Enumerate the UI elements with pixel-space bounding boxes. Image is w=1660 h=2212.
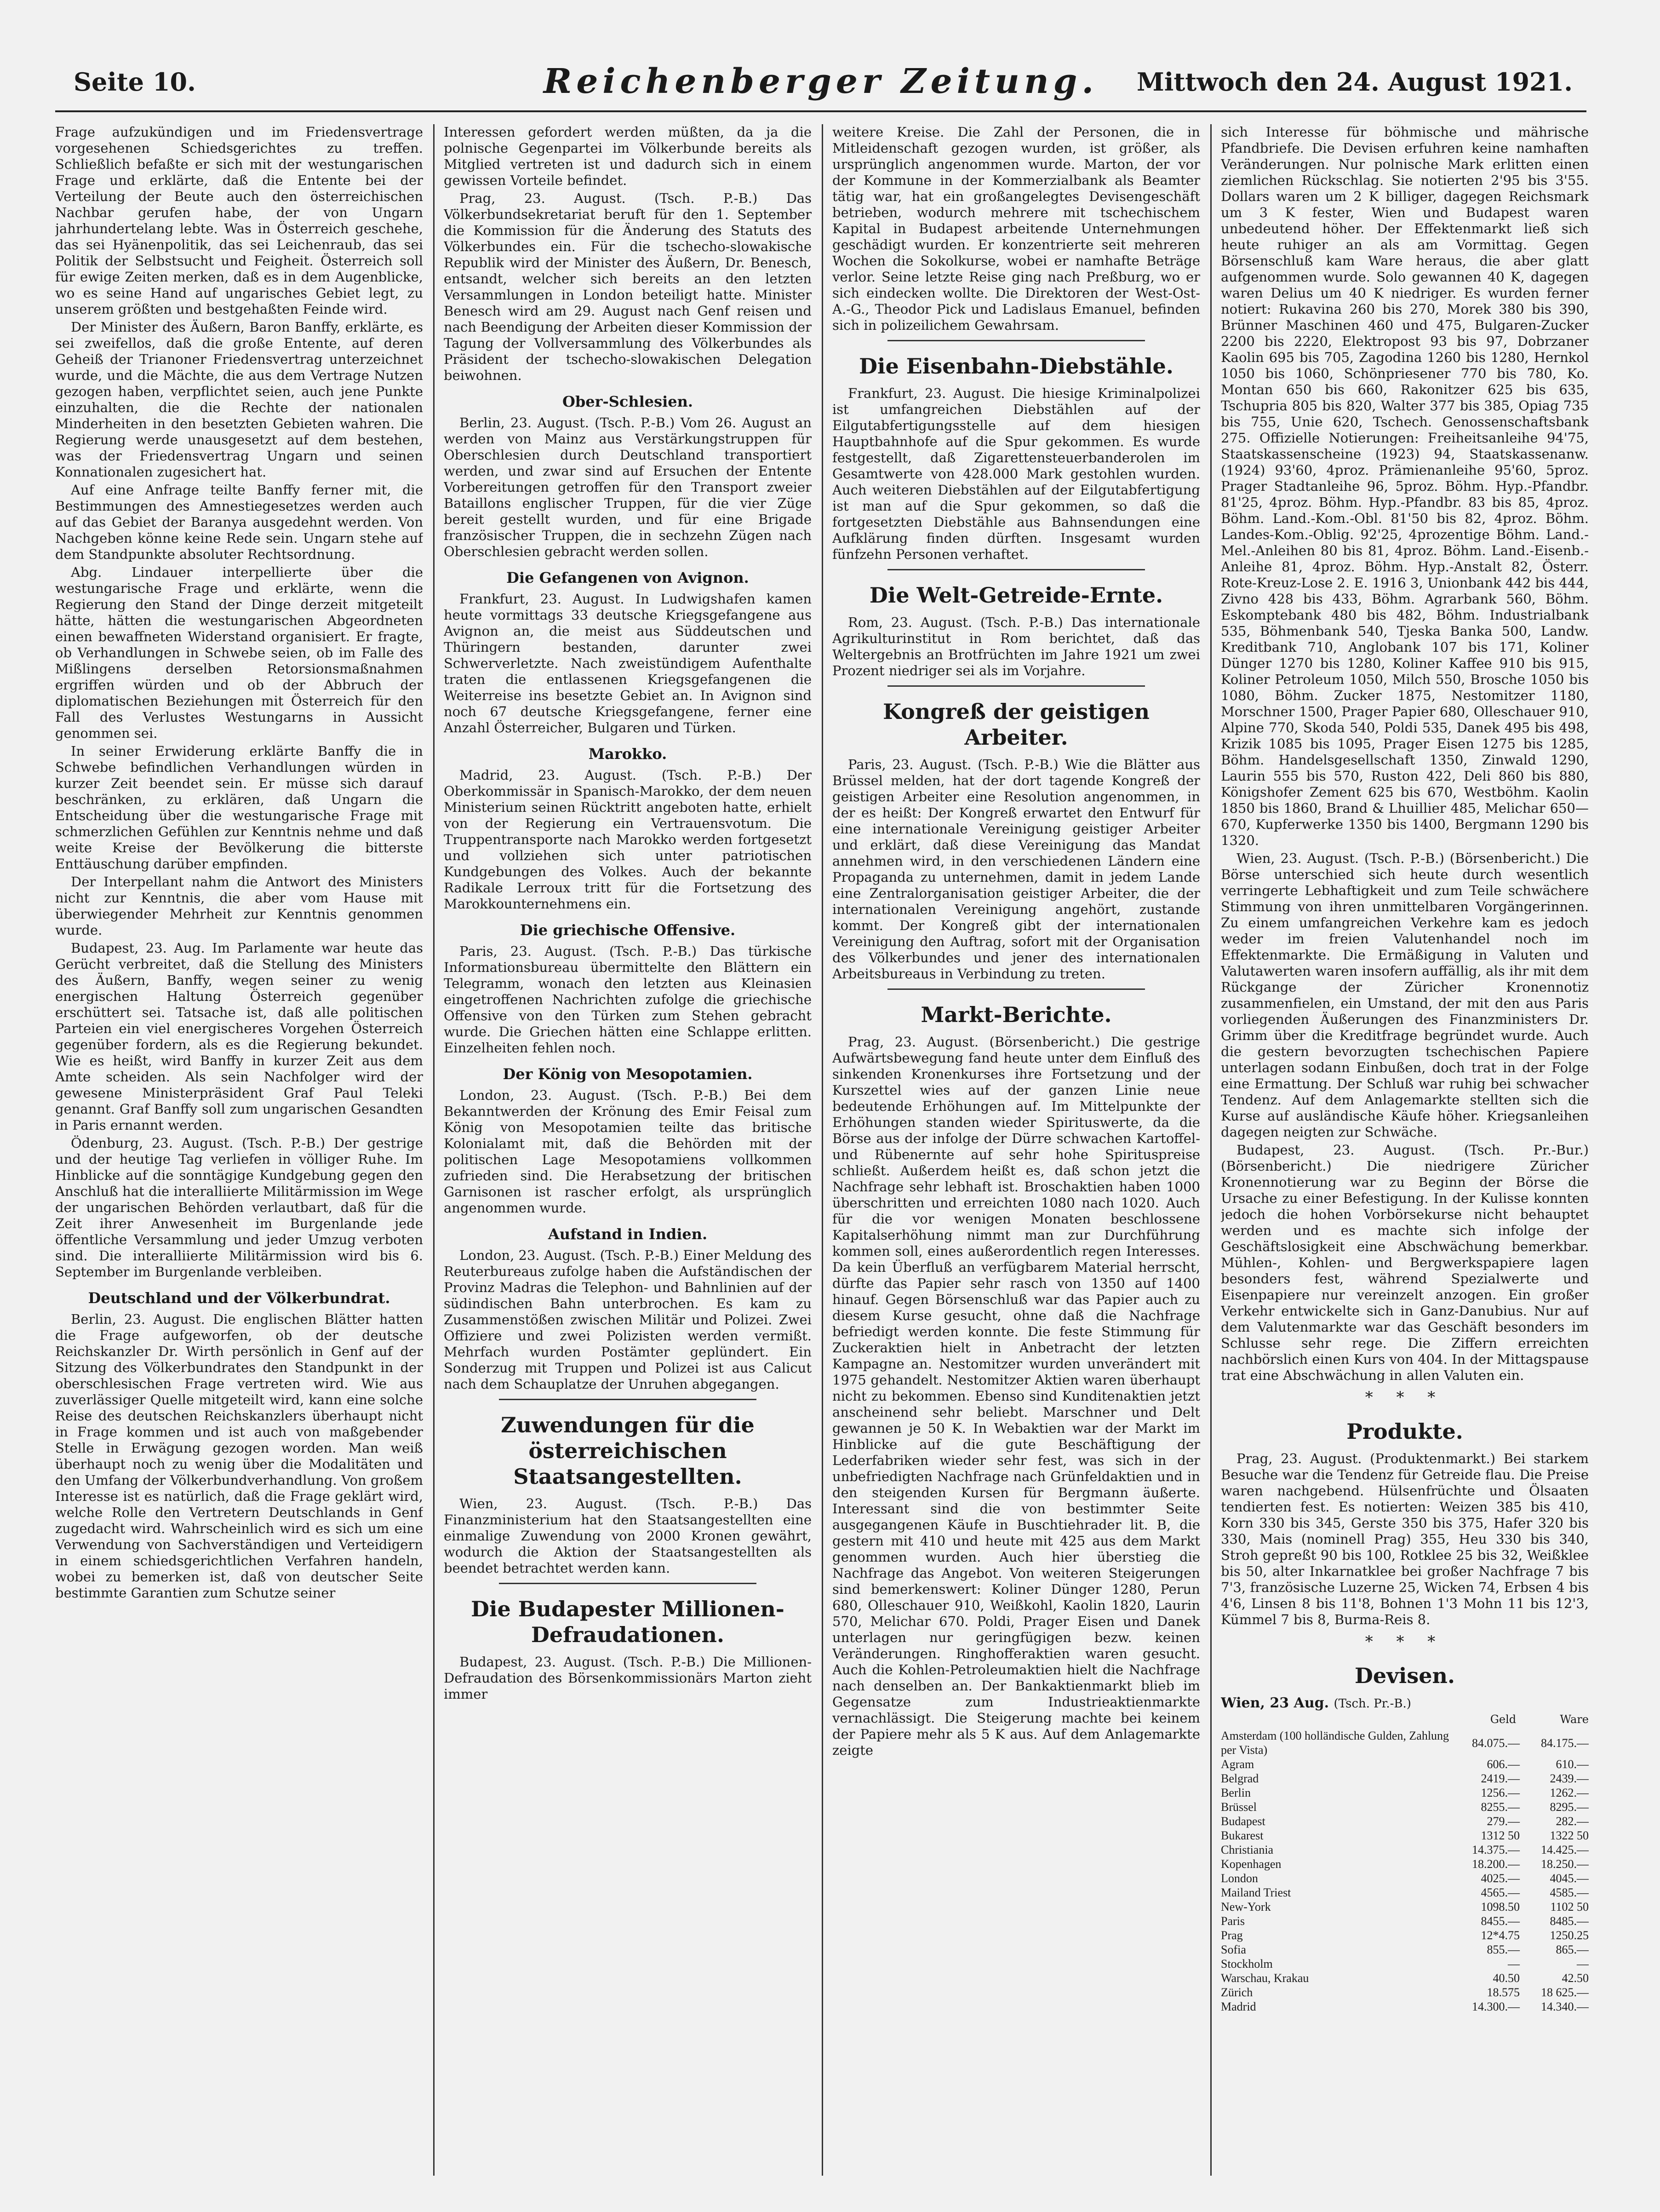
exchange-rates-columns <box>1221 1713 1589 1726</box>
column-3 <box>832 124 1200 2176</box>
article-paragraph: London, 23. August. (Tsch. P.-B.) Einer Meldung des Reuterbureaus zufolge haben die Aufständischen der Provinz Madras die Telephon- und Bahnlinien auf der südindischen Bahn unterbrochen. Es kam zu Zusammenstößen zwischen Militär und Polizei. Zwei Offiziere und zwei Polizisten werden vermißt. Mehrfach wurden Postämter geplündert. Ein Sonderzug mit Truppen und Polizei ist aus Calicut nach dem Schauplatze der Unruhen abgegangen. <box>444 1247 812 1392</box>
exchange-rate-row <box>1221 1843 1589 1857</box>
article-paragraph: London, 23. August. (Tsch. P.-B.) Bei dem Bekanntwerden der Krönung des Emir Feisal zum König von Mesopotamien teilte das britische Kolonialamt mit, daß die Behörden mit der politischen Lage Mesopotamiens vollkommen zufrieden sind. Die Herabsetzung der britischen Garnisonen ist rascher erfolgt, als ursprünglich angenommen wurde. <box>444 1087 812 1216</box>
exchange-rates-block <box>1221 1695 1589 2014</box>
exchange-rate-row <box>1221 1900 1589 1914</box>
exchange-rate-row <box>1221 1800 1589 1814</box>
headline-rule <box>887 988 1145 990</box>
rate-ware: 18 625.— <box>1541 1986 1589 1999</box>
exchange-rate-row <box>1221 1786 1589 1800</box>
currency-name: Stockholm <box>1221 1957 1273 1971</box>
article-paragraph: Der Minister des Äußern, Baron Banffy, erklärte, es sei zweifellos, daß die große Entente, auf deren Geheiß der Trianoner Friedensvertrag unterzeichnet wurde, und die Mächte, die aus dem Vertrage Nutzen gezogen haben, verpflichtet seien, auch jene Punkte einzuhalten, die die Rechte der nationalen Minderheiten in den besetzten Gebieten wahren. Die Regierung werde unausgesetzt auf dem bestehen, was der Friedensvertrag Ungarn und seinen Konnationalen zugesichert hat. <box>55 319 423 480</box>
exchange-rates-title: Wien, 23 Aug. <box>1221 1695 1329 1711</box>
rate-ware: 865.— <box>1556 1943 1589 1956</box>
article-paragraph: Budapest, 23. August. (Tsch. Pr.-Bur.) (Börsenbericht.) Die niedrigere Züricher Kronennotierung war zu Beginn der Börse die Ursache zu einer Befestigung. In der Kulisse konnten jedoch die hohen Vorbörsekurse nicht behauptet werden und es machte sich infolge der Geschäftslosigkeit eine Abschwächung bemerkbar. Mühlen-, Kohlen- und Bergwerkspapiere lagen besonders fest, während Spezialwerte und Eisenpapiere nur vereinzelt anzogen. Ein großer Verkehr entwickelte sich in Ganz-Danubius. Nur auf dem Valutenmarkte war das Geschäft besonders im Schlusse sehr rege. Die Ziffern erreichten nachbörslich einen Kurs von 404. In der Mittagspause trat eine Abschwächung in allen Valuten ein. <box>1221 1142 1589 1383</box>
article-paragraph: Paris, 23. August. (Tsch. P.-B.) Das türkische Informationsbureau übermittelte den Blättern ein Telegramm, wonach den letzten aus Kleinasien eingetroffenen Nachrichten zufolge die griechische Offensive von den Türken zum Stehen gebracht wurde. Die Griechen hätten eine Schlappe erlitten. Einzelheiten fehlen noch. <box>444 943 812 1056</box>
headline-rule <box>887 569 1145 570</box>
currency-name: Sofia <box>1221 1943 1246 1956</box>
article-paragraph: Interessen gefordert werden müßten, da ja die polnische Gegenpartei im Völkerbunde bereits als Mitglied vertreten ist und dadurch sich in einem gewissen Vorteile befindet. <box>444 124 812 188</box>
rate-geld: 84.075.— <box>1472 1736 1520 1750</box>
article-paragraph: Budapest, 23. Aug. Im Parlamente war heute das Gerücht verbreitet, daß die Stellung des Ministers des Äußern, Banffy, wegen seiner zu wenig energischen Haltung Österreich gegenüber erschüttert sei. Tatsache ist, daß alle politischen Parteien ein viel energischeres Vorgehen Österreich gegenüber fordern, als es die Regierung bekundet. Wie es heißt, wird Banffy in kurzer Zeit aus dem Amte scheiden. Als sein Nachfolger wird der gewesene Ministerpräsident Graf Paul Teleki genannt. Graf Banffy soll zum ungarischen Gesandten in Paris ernannt werden. <box>55 940 423 1133</box>
exchange-rate-row <box>1221 1999 1589 2014</box>
currency-name: Bukarest <box>1221 1829 1264 1842</box>
currency-name: Prag <box>1221 1929 1243 1942</box>
article-paragraph: Paris, 23. August. (Tsch. P.-B.) Wie die Blätter aus Brüssel melden, hat der dort tagende Kongreß der geistigen Arbeiter eine Resolution angenommen, in der es heißt: Der Kongreß erwartet den Entwurf für eine internationale Vereinigung geistiger Arbeiter und erklärt, daß diese Vereinigung das Mandat annehmen wird, in den verschiedenen Ländern eine Propaganda zu unternehmen, damit in jedem Lande eine Zentralorganisation geistiger Arbeiter, die der internationalen Vereinigung angehört, zustande kommt. Der Kongreß gibt der internationalen Vereinigung den Auftrag, sofort mit der Organisation des Völkerbundes und jener des internationalen Arbeitsbureaus in Verbindung zu treten. <box>832 757 1200 982</box>
article-paragraph: Abg. Lindauer interpellierte über die westungarische Frage und erklärte, wenn die Regierung den Stand der Dinge derzeit mitgeteilt hätte, hätten die westungarischen Abgeordneten einen bewaffneten Widerstand organisiert. Er fragte, ob Verhandlungen in Schwebe seien, ob im Falle des Mißlingens derselben Retorsionsmaßnahmen ergriffen würden und ob der Abbruch der diplomatischen Beziehungen mit Österreich für den Fall des Verlustes Westungarns in Aussicht genommen sei. <box>55 564 423 741</box>
exchange-rates-table <box>1221 1729 1589 2014</box>
currency-name: Paris <box>1221 1914 1245 1928</box>
article-paragraph: Prag, 23. August. (Produktenmarkt.) Bei starkem Besuche war die Tendenz für Getreide flau. Die Preise waren nachgebend. Hülsenfrüchte und Ölsaaten tendierten fest. Es notierten: Weizen 385 bis 410, Korn 330 bis 345, Gerste 350 bis 375, Hafer 320 bis 330, Mais (nominell Prag) 355, Heu 330 bis 340, Stroh gepreßt 90 bis 100, Rotklee 25 bis 32, Weißklee bis 50, alter Inkarnatklee bei großer Nachfrage 7 bis 7'3, französische Luzerne 25, Wicken 74, Erbsen 4 bis 4'6, Linsen 8 bis 11'8, Bohnen 1'3 Mohn 11 bis 12'3, Kümmel 7 bis 8, Burma-Reis 8. <box>1221 1451 1589 1627</box>
section-subheading: Die Gefangenen von Avignon. <box>506 569 749 586</box>
rate-geld: 279.— <box>1487 1815 1520 1828</box>
column-ware: Ware <box>1560 1713 1589 1726</box>
article-headline: Zuwendungen für die österreichischen Staatsangestellten. <box>501 1413 755 1489</box>
rate-geld: 1256.— <box>1481 1786 1520 1799</box>
article-headline: Die Welt-Getreide-Ernte. <box>869 583 1163 608</box>
rate-ware: 18.250.— <box>1541 1857 1589 1871</box>
article-paragraph: Der Interpellant nahm die Antwort des Ministers nicht zur Kenntnis, die aber vom Hause mit überwiegender Mehrheit zur Kenntnis genommen wurde. <box>55 874 423 938</box>
article-headline: Produkte. <box>1346 1419 1463 1444</box>
currency-name: New-York <box>1221 1900 1271 1913</box>
article-paragraph: Rom, 23. August. (Tsch. P.-B.) Das internationale Agrikulturinstitut in Rom berichtet, daß das Weltergebnis an Brotfrüchten im Jahre 1921 um zwei Prozent niedriger sei als im Vorjahre. <box>832 615 1200 678</box>
column-rule <box>822 124 823 2176</box>
rate-geld: 14.375.— <box>1472 1843 1520 1856</box>
column-4 <box>1221 124 1589 2176</box>
rate-ware: 282.— <box>1556 1815 1589 1828</box>
article-headline: Kongreß der geistigen Arbeiter. <box>883 699 1150 750</box>
rate-geld: 855.— <box>1487 1943 1520 1956</box>
rate-ware: 8485.— <box>1550 1914 1589 1928</box>
rate-geld: 14.300.— <box>1472 2000 1520 2013</box>
article-headline: Devisen. <box>1355 1663 1455 1688</box>
exchange-rates-source: (Tsch. Pr.-B.) <box>1334 1697 1411 1711</box>
column-rule <box>1210 124 1212 2176</box>
newspaper-page <box>55 55 1589 2189</box>
section-subheading: Aufstand in Indien. <box>548 1225 708 1243</box>
column-rule <box>433 124 435 2176</box>
rate-ware: 2439.— <box>1550 1772 1589 1785</box>
article-headline: Markt-Berichte. <box>921 1002 1112 1027</box>
rate-geld: 606.— <box>1487 1758 1520 1771</box>
section-divider-stars: * * * <box>1365 1632 1445 1651</box>
rate-ware: 1250.25 <box>1550 1929 1589 1942</box>
article-paragraph: Auf eine Anfrage teilte Banffy ferner mit, die Bestimmungen des Amnestiegesetzes werden auch auf das Gebiet der Baranya ausgedehnt werden. Von Nachgeben könne keine Rede sein. Ungarn stehe auf dem Standpunkte absoluter Rechtsordnung. <box>55 482 423 562</box>
rate-geld: 18.200.— <box>1472 1857 1520 1871</box>
currency-name: Zürich <box>1221 1986 1253 1999</box>
rate-geld: 4565.— <box>1481 1886 1520 1899</box>
article-paragraph: In seiner Erwiderung erklärte Banffy die in Schwebe befindlichen Verhandlungen würden in kurzer Zeit beendet sein. Er müsse sich darauf beschränken, zu erklären, daß Ungarn die Entscheidung über die westungarische Frage mit schmerzlichen Gefühlen zur Kenntnis nehme und daß weite Kreise der Bevölkerung die bitterste Enttäuschung darüber empfinden. <box>55 743 423 872</box>
rate-ware: 14.425.— <box>1541 1843 1589 1856</box>
rate-geld: 18.575 <box>1487 1986 1520 1999</box>
section-subheading: Die griechische Offensive. <box>520 921 736 939</box>
article-paragraph: Prag, 23. August. (Tsch. P.-B.) Das Völkerbundsekretariat beruft für den 1. September die Kommission für die Änderung des Statuts des Völkerbundes ein. Für die tschecho-slowakische Republik wird der Minister des Äußern, Dr. Benesch, entsandt, welcher sich bereits an den letzten Versammlungen in London beteiligt hatte. Minister Benesch wird am 29. August nach Genf reisen und nach Beendigung der Arbeiten dieser Kommission der Tagung der Vollversammlung des Völkerbundes als Präsident der tschecho-slowakischen Delegation beiwohnen. <box>444 190 812 383</box>
currency-name: Brüssel <box>1221 1800 1257 1814</box>
exchange-rate-row <box>1221 1871 1589 1885</box>
rate-ware: 610.— <box>1556 1758 1589 1771</box>
article-paragraph: Frage aufzukündigen und im Friedensvertrage vorgesehenen Schiedsgerichtes zu treffen. Schließlich befaßte er sich mit der westungarischen Frage und erklärte, daß die Entente bei der Verteilung der Beute auch den österreichischen Nachbar gerufen habe, der von Ungarn jahrhundertelang lebte. Was in Österreich geschehe, das sei Hyänenpolitik, das sei Leichenraub, das sei Politik der Selbstsucht und Feigheit. Österreich soll für ewige Zeiten merken, daß es in dem Augenblicke, wo es seine Hand auf ungarisches Gebiet legt, zu unserem größten und bestgehaßten Feinde wird. <box>55 124 423 317</box>
rate-ware: 1102 50 <box>1550 1900 1589 1913</box>
rate-geld: 4025.— <box>1481 1872 1520 1885</box>
currency-name: Belgrad <box>1221 1772 1259 1785</box>
currency-name: Budapest <box>1221 1815 1265 1828</box>
exchange-rate-row <box>1221 1857 1589 1871</box>
article-paragraph: Budapest, 23. August. (Tsch. P.-B.) Die Millionen-Defraudation des Börsenkommissionärs Marton zieht immer <box>444 1654 812 1702</box>
currency-name: Madrid <box>1221 2000 1256 2013</box>
rate-ware: 4045.— <box>1550 1872 1589 1885</box>
currency-name: Amsterdam (100 holländische Gulden, Zahlung per Vista) <box>1221 1729 1449 1757</box>
article-paragraph: Berlin, 23. August. Die englischen Blätter hatten die Frage aufgeworfen, ob der deutsche Reichskanzler Dr. Wirth persönlich in Genf auf der Sitzung des Völkerbundrates den Standpunkt in der oberschlesischen Frage vertreten wird. Wie aus zuverlässiger Quelle mitgeteilt wird, kann eine solche Reise des deutschen Reichskanzlers überhaupt nicht in Frage kommen und ist auch von maßgebender Stelle in Erwägung gezogen worden. Man weiß überhaupt noch zu wenig über die Modalitäten und den Umfang der Völkerbundverhandlung. Von großem Interesse ist es natürlich, daß die Frage geklärt wird, welche Rolle den Vertretern Deutschlands in Genf zugedacht wird. Wahrscheinlich wird es sich um eine Verwendung von Sachverständigen und Verteidigern in einem schiedsgerichtlichen Verfahren handeln, wobei zu bemerken ist, daß von deutscher Seite bestimmte Garantien zum Schutze seiner <box>55 1311 423 1601</box>
rate-geld: 1312 50 <box>1481 1829 1520 1842</box>
article-paragraph: Wien, 23. August. (Tsch. P.-B.) (Börsenbericht.) Die Börse unterschied sich heute durch wesentlich verringerte Lebhaftigkeit und zum Teile schwächere Stimmung von ihren unmittelbaren Vorgängerinnen. Zu einem umfangreichen Verkehre kam es jedoch weder im freien Valutenhandel noch im Effektenmarkte. Die Ermäßigung in Valuten und Valutawerten waren insofern auffällig, als ihr mit dem Rückgange der Züricher Kronennotiz zusammenfielen, ein Umstand, der mit den aus Paris vorliegenden Äußerungen des Finanzministers Dr. Grimm über die Kreditfrage begründet wurde. Auch die gestern bevorzugten tschechischen Papiere unterlagen sodann Einbußen, doch trat in der Folge eine Ermattung. Der Schluß war ruhig bei schwacher Tendenz. Auf dem Anlagemarkte stellten sich die Kurse auf ausländische Käufe höher. Kriegsanleihen dagegen neigten zur Schwäche. <box>1221 850 1589 1140</box>
rate-ware: 4585.— <box>1550 1886 1589 1899</box>
article-paragraph: Frankfurt, 23. August. Die hiesige Kriminalpolizei ist umfangreichen Diebstählen auf der Eilgutabfertigungsstelle auf dem hiesigen Hauptbahnhofe auf die Spur gekommen. Es wurde festgestellt, daß Zigarettensteuerbanderolen im Gesamtwerte von 428.000 Mark gestohlen wurden. Auch weiteren Diebstählen auf der Eilgutabfertigung ist man auf die Spur gekommen, so daß die fortgesetzten Diebstähle aus Bahnsendungen eine Aufklärung finden dürften. Insgesamt wurden fünfzehn Personen verhaftet. <box>832 385 1200 562</box>
section-subheading: Marokko. <box>588 745 667 763</box>
headline-rule <box>887 340 1145 341</box>
article-paragraph: Prag, 23. August. (Börsenbericht.) Die gestrige Aufwärtsbewegung fand heute unter dem Einfluß des sinkenden Kronenkurses ihre Fortsetzung und der Kurszettel wies auf der ganzen Linie neue bedeutende Erhöhungen auf. Im Mittelpunkte der Erhöhungen standen wieder Spirituswerte, da die Börse aus der infolge der Dürre schwachen Kartoffel- und Rübenernte auf sehr hohe Spirituspreise schließt. Außerdem heißt es, daß schon jetzt die Nachfrage sehr lebhaft ist. Broschaktien haben 1000 überschritten und erreichten 1080 nach 1020. Auch für die vor wenigen Monaten beschlossene Kapitalserhöhung nimmt man zur Durchführung kommen soll, eines außerordentlich regen Interesses. Da kein Überfluß an verfügbarem Material herrscht, dürfte das Papier sehr rasch von 1350 auf 1400 hinauf. Gegen Börsenschluß war das Papier auch zu diesem Kurse gesucht, ohne daß die Nachfrage befriedigt werden konnte. Die feste Stimmung für Zuckeraktien hielt in Anbetracht der letzten Kampagne an. Nestomitzer wurden unverändert mit 1975 gehandelt. Nestomitzer Aktien waren überhaupt nicht zu bekommen. Ebenso sind Kunditenaktien jetzt anscheinend sehr beliebt. Marschner und Delt gewannen je 50 K. In Webaktien war der Markt im Hinblicke auf die gute Beschäftigung der Lederfabriken wieder sehr fest, was sich in der unbefriedigten Nachfrage nach Grünfeldaktien und in den steigenden Kursen für Bergmann äußerte. Interessant sind die von bestimmter Seite ausgegangenen Käufe in Buschtiehrader lit. B, die gestern mit 410 und heute mit 425 aus dem Markt genommen wurden. Auch hier überstieg die Nachfrage das Angebot. Von weiteren Steigerungen sind bemerkenswert: Koliner Dünger 1280, Perun 680, Olleschauer 910, Weißkohl, Kaolin 1820, Laurin 570, Melichar 670. Poldi, Prager Eisen und Danek unterlagen nur geringfügigen bezw. keinen Veränderungen. Ringhofferaktien waren gesucht. Auch die Kohlen-Petroleumaktien hielt die Nachfrage nach denselben an. Der Bankaktienmarkt blieb im Gegensatze zum Industrieaktienmarkte vernachlässigt. Die Steigerung machte bei keinem der Papiere mehr als 5 K aus. Auf dem Anlagemarkte zeigte <box>832 1034 1200 1758</box>
rate-geld: 40.50 <box>1493 1971 1520 1985</box>
article-headline: Die Budapester Millionen-Defraudationen. <box>471 1597 784 1647</box>
rate-ware: — <box>1577 1957 1589 1971</box>
exchange-rate-row <box>1221 1942 1589 1957</box>
rate-ware: 1322 50 <box>1550 1829 1589 1842</box>
currency-name: Warschau, Krakau <box>1221 1971 1309 1985</box>
rate-geld: — <box>1508 1957 1520 1971</box>
article-paragraph: Madrid, 23. August. (Tsch. P.-B.) Der Oberkommissär in Spanisch-Marokko, der dem neuen Ministerium seinen Rücktritt angeboten hatte, erhielt von der Regierung ein Vertrauensvotum. Die Truppentransporte nach Marokko werden fortgesetzt und vollziehen sich unter patriotischen Kundgebungen des Volkes. Auch der bekannte Radikale Lerroux tritt für die Fortsetzung des Marokkounternehmens ein. <box>444 767 812 912</box>
currency-name: Berlin <box>1221 1786 1251 1799</box>
currency-name: London <box>1221 1872 1258 1885</box>
section-subheading: Ober-Schlesien. <box>562 393 693 410</box>
page-number: Seite 10. <box>74 67 196 97</box>
headline-rule <box>499 1583 756 1584</box>
rate-geld: 8455.— <box>1481 1914 1520 1928</box>
article-paragraph: Ödenburg, 23. August. (Tsch. P.-B.) Der gestrige und der heutige Tag verliefen in völliger Ruhe. Im Hinblicke auf die sonntägige Kundgebung gegen den Anschluß hat die interalliierte Militärmission im Wege der ungarischen Behörden verlautbart, daß für die Zeit ihrer Anwesenheit im Burgenlande jede öffentliche Versammlung und jeder Umzug verboten sind. Die interalliierte Militärmission wird bis 6. September im Burgenlande verbleiben. <box>55 1135 423 1280</box>
rate-ware: 8295.— <box>1550 1800 1589 1814</box>
rate-geld: 1098.50 <box>1481 1900 1520 1913</box>
newspaper-masthead: Reichenberger Zeitung. <box>543 62 1099 101</box>
column-1 <box>55 124 423 2176</box>
section-subheading: Deutschland und der Völkerbundrat. <box>88 1289 390 1307</box>
page-header <box>55 55 1586 112</box>
issue-date: Mittwoch den 24. August 1921. <box>1137 67 1573 97</box>
exchange-rate-row <box>1221 1885 1589 1900</box>
rate-ware: 14.340.— <box>1541 2000 1589 2013</box>
rate-ware: 84.175.— <box>1541 1736 1589 1750</box>
exchange-rate-row <box>1221 1985 1589 1999</box>
rate-geld: 2419.— <box>1481 1772 1520 1785</box>
rate-geld: 12*4.75 <box>1481 1929 1520 1942</box>
section-divider-stars: * * * <box>1365 1388 1445 1407</box>
column-2 <box>444 124 812 2176</box>
currency-name: Christiania <box>1221 1843 1274 1856</box>
article-paragraph: sich Interesse für böhmische und mährische Pfandbriefe. Die Devisen erfuhren keine namhaften Veränderungen. Nur polnische Mark erlitten einen ziemlichen Rückschlag. Sie notierten 2'95 bis 3'55. Dollars waren um 2 K billiger, dagegen Reichsmark um 3 K fester, Wien und Budapest waren unbedeutend höher. Der Effektenmarkt ließ sich heute ruhiger an als am Vormittag. Gegen Börsenschluß kam Ware heraus, die aber glatt aufgenommen wurde. Solo gewannen 40 K, dagegen waren Delius um 40 K niedriger. Es wurden ferner notiert: Rukavina 260 bis 270, Morek 380 bis 390, Brünner Maschinen 460 und 475, Bulgaren-Zucker 2200 bis 2220, Elektropost 93 bis 97, Dobrzaner Kaolin 695 bis 705, Zagodina 1260 bis 1280, Hernkol 1050 bis 1060, Schönpriesener 770 bis 780, Ko. Montan 650 bis 660, Rakonitzer 625 bis 635, Tschupria 805 bis 820, Walter 377 bis 385, Opiag 735 bis 755, Unie 620, Tschech. Genossenschaftsbank 275. Offizielle Notierungen: Freiheitsanleihe 94'75, Staatskassenscheine (1923) 94, Staatskassenanw. (1924) 93'60, 4proz. Prämienanleihe 95'60, 5proz. Prager Stadtanleihe 96, 5proz. Böhm. Hyp.-Pfandbr. 81'25, 4proz. Böhm. Hyp.-Pfandbr. 83 bis 85, 4proz. Böhm. Land.-Kom.-Obl. 81'50 bis 82, 4proz. Böhm. Landes-Kom.-Oblig. 92'25, 4prozentige Böhm. Land.-Mel.-Anleihen 80 bis 81, 4proz. Böhm. Land.-Eisenb.-Anleihe 81, 4proz. Böhm. Hyp.-Anstalt 82, Österr. Rote-Kreuz-Lose 2. E. 1916 3, Unionbank 442 bis 444, Zivno 428 bis 433, Böhm. Agrarbank 560, Böhm. Eskomptebank 480 bis 482, Böhm. Industrialbank 535, Böhmenbank 540, Tjeska Banka 500, Landw. Kreditbank 710, Anglobank 107 bis 171, Koliner Dünger 1270 bis 1280, Koliner Kaffee 910 bis 915, Koliner Petroleum 1050, Milch 550, Brosche 1050 bis 1080, Böhm. Zucker 1875, Nestomitzer 1180, Morschner 1500, Prager Papier 680, Olleschauer 910, Alpine 770, Skoda 540, Poldi 535, Danek 495 bis 498, Krizik 1085 bis 1095, Prager Eisen 1275 bis 1285, Böhm. Handelsgesellschaft 1350, Zinwald 1290, Laurin 555 bis 570, Ruston 422, Deli 860 bis 880, Königshofer Zement 625 bis 670, Westböhm. Kaolin 1850 bis 1860, Brand & Lhuillier 485, Melichar 650—670, Kupferwerke 1350 bis 1400, Bergmann 1290 bis 1320. <box>1221 124 1589 848</box>
exchange-rate-row <box>1221 1814 1589 1828</box>
currency-name: Agram <box>1221 1758 1254 1771</box>
headline-rule <box>887 685 1145 687</box>
currency-name: Mailand Triest <box>1221 1886 1291 1899</box>
headline-rule <box>499 1399 756 1400</box>
article-paragraph: Wien, 23. August. (Tsch. P.-B.) Das Finanzministerium hat den Staatsangestellten eine einmalige Zuwendung von 2000 Kronen gewährt, wodurch die Aktion der Staatsangestellten als beendet betrachtet werden kann. <box>444 1496 812 1576</box>
exchange-rates-header <box>1221 1695 1589 1711</box>
exchange-rate-row <box>1221 1771 1589 1786</box>
rate-ware: 42.50 <box>1562 1971 1589 1985</box>
exchange-rate-row <box>1221 1757 1589 1771</box>
exchange-rate-row <box>1221 1957 1589 1971</box>
article-paragraph: Berlin, 23. August. (Tsch. P.-B.) Vom 26. August an werden von Mainz aus Verstärkungstruppen für Oberschlesien durch Deutschland transportiert werden, und zwar sind auf Ersuchen der Entente Vorbereitungen getroffen für den Transport zweier Bataillons englischer Truppen, für die vier Züge bereit gestellt wurden, und für eine Brigade französischer Truppen, die in sechzehn Zügen nach Oberschlesien gebracht werden sollen. <box>444 415 812 559</box>
article-paragraph: weitere Kreise. Die Zahl der Personen, die in Mitleidenschaft gezogen wurden, ist größer, als ursprünglich angenommen wurde. Marton, der vor der Kommune in der Kommerzialbank als Beamter tätig war, hat ein großangelegtes Devisengeschäft betrieben, wodurch mehrere mit tschechischem Kapital in Budapest arbeitende Unternehmungen geschädigt wurden. Er konzentrierte seit mehreren Wochen die Sokolkurse, wobei er namhafte Beträge verlor. Seine letzte Reise ging nach Preßburg, wo er sich eindecken wollte. Die Direktoren der West-Ost-A.-G., Theodor Pick und Ladislaus Emanuel, befinden sich in polizeilichem Gewahrsam. <box>832 124 1200 333</box>
exchange-rate-row <box>1221 1971 1589 1985</box>
currency-name: Kopenhagen <box>1221 1857 1282 1871</box>
section-subheading: Der König von Mesopotamien. <box>503 1065 753 1083</box>
article-headline: Die Eisenbahn-Diebstähle. <box>859 354 1173 379</box>
exchange-rate-row <box>1221 1928 1589 1942</box>
rate-geld: 8255.— <box>1481 1800 1520 1814</box>
exchange-rate-row <box>1221 1914 1589 1928</box>
exchange-rate-row <box>1221 1729 1589 1757</box>
column-geld: Geld <box>1490 1713 1517 1726</box>
rate-ware: 1262.— <box>1550 1786 1589 1799</box>
exchange-rate-row <box>1221 1828 1589 1843</box>
article-paragraph: Frankfurt, 23. August. In Ludwigshafen kamen heute vormittags 33 deutsche Kriegsgefangene aus Avignon an, die meist aus Süddeutschen und Thüringern bestanden, darunter zwei Schwerverletzte. Nach zweistündigem Aufenthalte traten die entlassenen Kriegsgefangenen die Weiterreise ins besetzte Gebiet an. In Avignon sind noch 67 deutsche Kriegsgefangene, ferner eine Anzahl Österreicher, Bulgaren und Türken. <box>444 591 812 735</box>
